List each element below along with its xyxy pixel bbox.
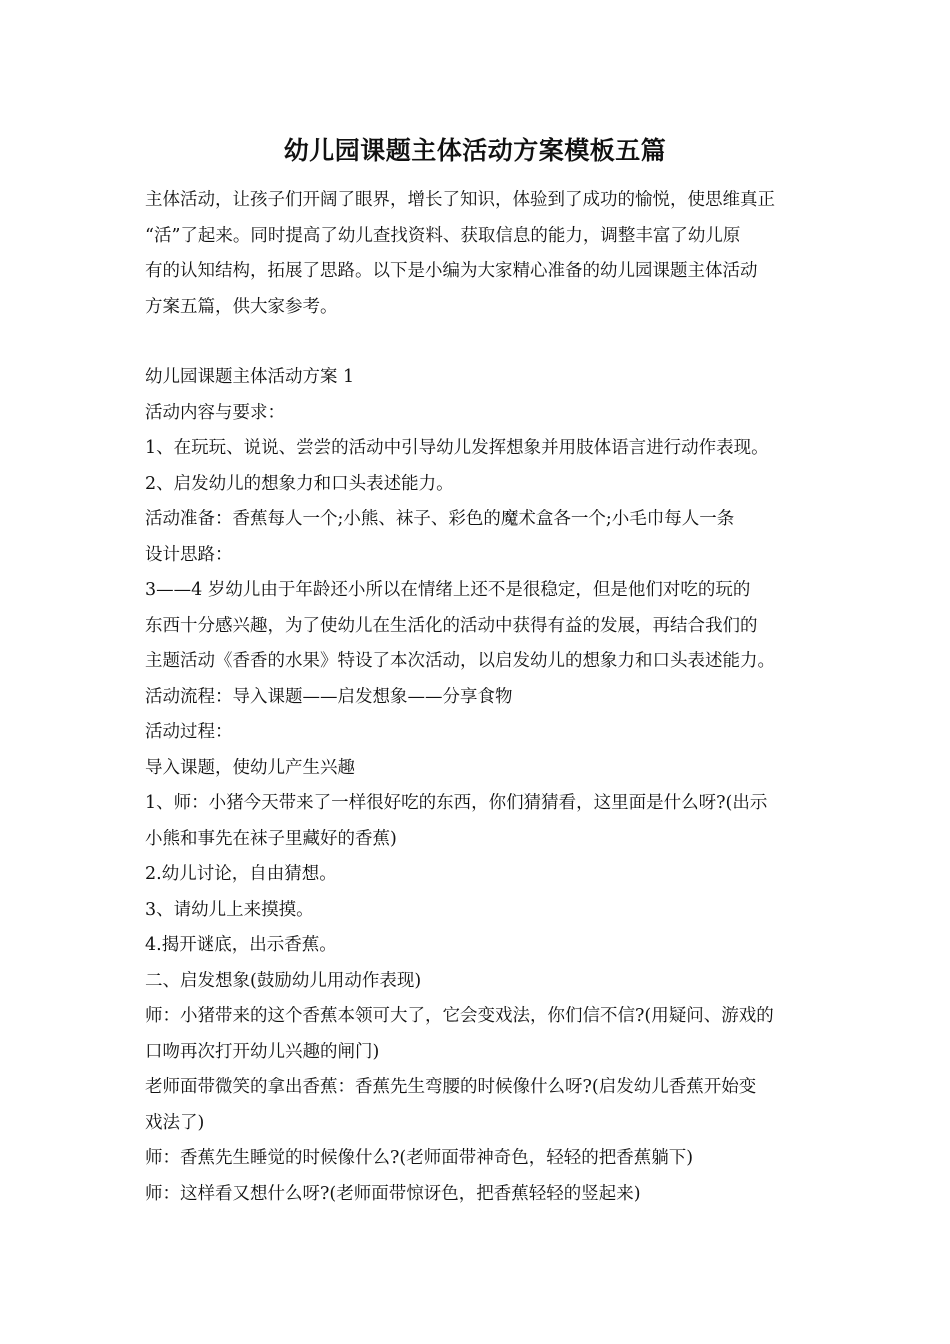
body-line: 小熊和事先在袜子里藏好的香蕉): [145, 828, 397, 849]
body-line: 主题活动《香香的水果》特设了本次活动，以启发幼儿的想象力和口头表述能力。: [145, 651, 775, 671]
body-line: 活动流程：导入课题——启发想象——分享食物: [145, 686, 513, 707]
document-body: [145, 183, 810, 1212]
body-line: 戏法了): [145, 1112, 205, 1133]
document-title: 幼儿园课题主体活动方案模板五篇: [283, 136, 667, 165]
body-line: 2.幼儿讨论，自由猜想。: [145, 864, 337, 884]
body-line: 3、请幼儿上来摸摸。: [145, 899, 314, 920]
body-line: 师：小猪带来的这个香蕉本领可大了，它会变戏法，你们信不信?(用疑问、游戏的: [145, 1006, 774, 1026]
body-line: 二、启发想象(鼓励幼儿用动作表现): [145, 970, 422, 991]
intro-line: “活”了起来。同时提高了幼儿查找资料、获取信息的能力，调整丰富了幼儿原: [145, 225, 741, 246]
body-line: 1、在玩玩、说说、尝尝的活动中引导幼儿发挥想象并用肢体语言进行动作表现。: [145, 438, 769, 458]
intro-line: 主体活动，让孩子们开阔了眼界，增长了知识，体验到了成功的愉悦，使思维真正: [145, 190, 775, 210]
body-line: 2、启发幼儿的想象力和口头表述能力。: [145, 473, 454, 494]
body-line: 口吻再次打开幼儿兴趣的闸门): [145, 1041, 380, 1062]
body-line: 导入课题，使幼儿产生兴趣: [145, 757, 355, 778]
body-line: 1、师：小猪今天带来了一样很好吃的东西，你们猜猜看，这里面是什么呀?(出示: [145, 793, 768, 813]
intro-line: 方案五篇，供大家参考。: [145, 296, 338, 317]
intro-line: 有的认知结构，拓展了思路。以下是小编为大家精心准备的幼儿园课题主体活动: [145, 261, 758, 281]
body-line: 活动过程：: [145, 722, 233, 742]
body-line: 设计思路：: [145, 544, 233, 565]
body-line: 老师面带微笑的拿出香蕉：香蕉先生弯腰的时候像什么呀?(启发幼儿香蕉开始变: [145, 1077, 757, 1097]
body-line: 师：这样看又想什么呀?(老师面带惊讶色，把香蕉轻轻的竖起来): [145, 1183, 641, 1204]
body-line: 3——4 岁幼儿由于年龄还小所以在情绪上还不是很稳定，但是他们对吃的玩的: [145, 580, 751, 600]
body-line: 4.揭开谜底，出示香蕉。: [145, 935, 337, 955]
body-line: 东西十分感兴趣，为了使幼儿在生活化的活动中获得有益的发展，再结合我们的: [145, 615, 758, 636]
paragraph-gap: [145, 325, 810, 360]
section-heading: 幼儿园课题主体活动方案 1: [145, 367, 355, 387]
body-line: 活动内容与要求：: [145, 402, 285, 423]
body-line: 活动准备：香蕉每人一个;小熊、袜子、彩色的魔术盒各一个;小毛巾每人一条: [145, 509, 735, 529]
body-line: 师：香蕉先生睡觉的时候像什么?(老师面带神奇色，轻轻的把香蕉躺下): [145, 1148, 694, 1168]
